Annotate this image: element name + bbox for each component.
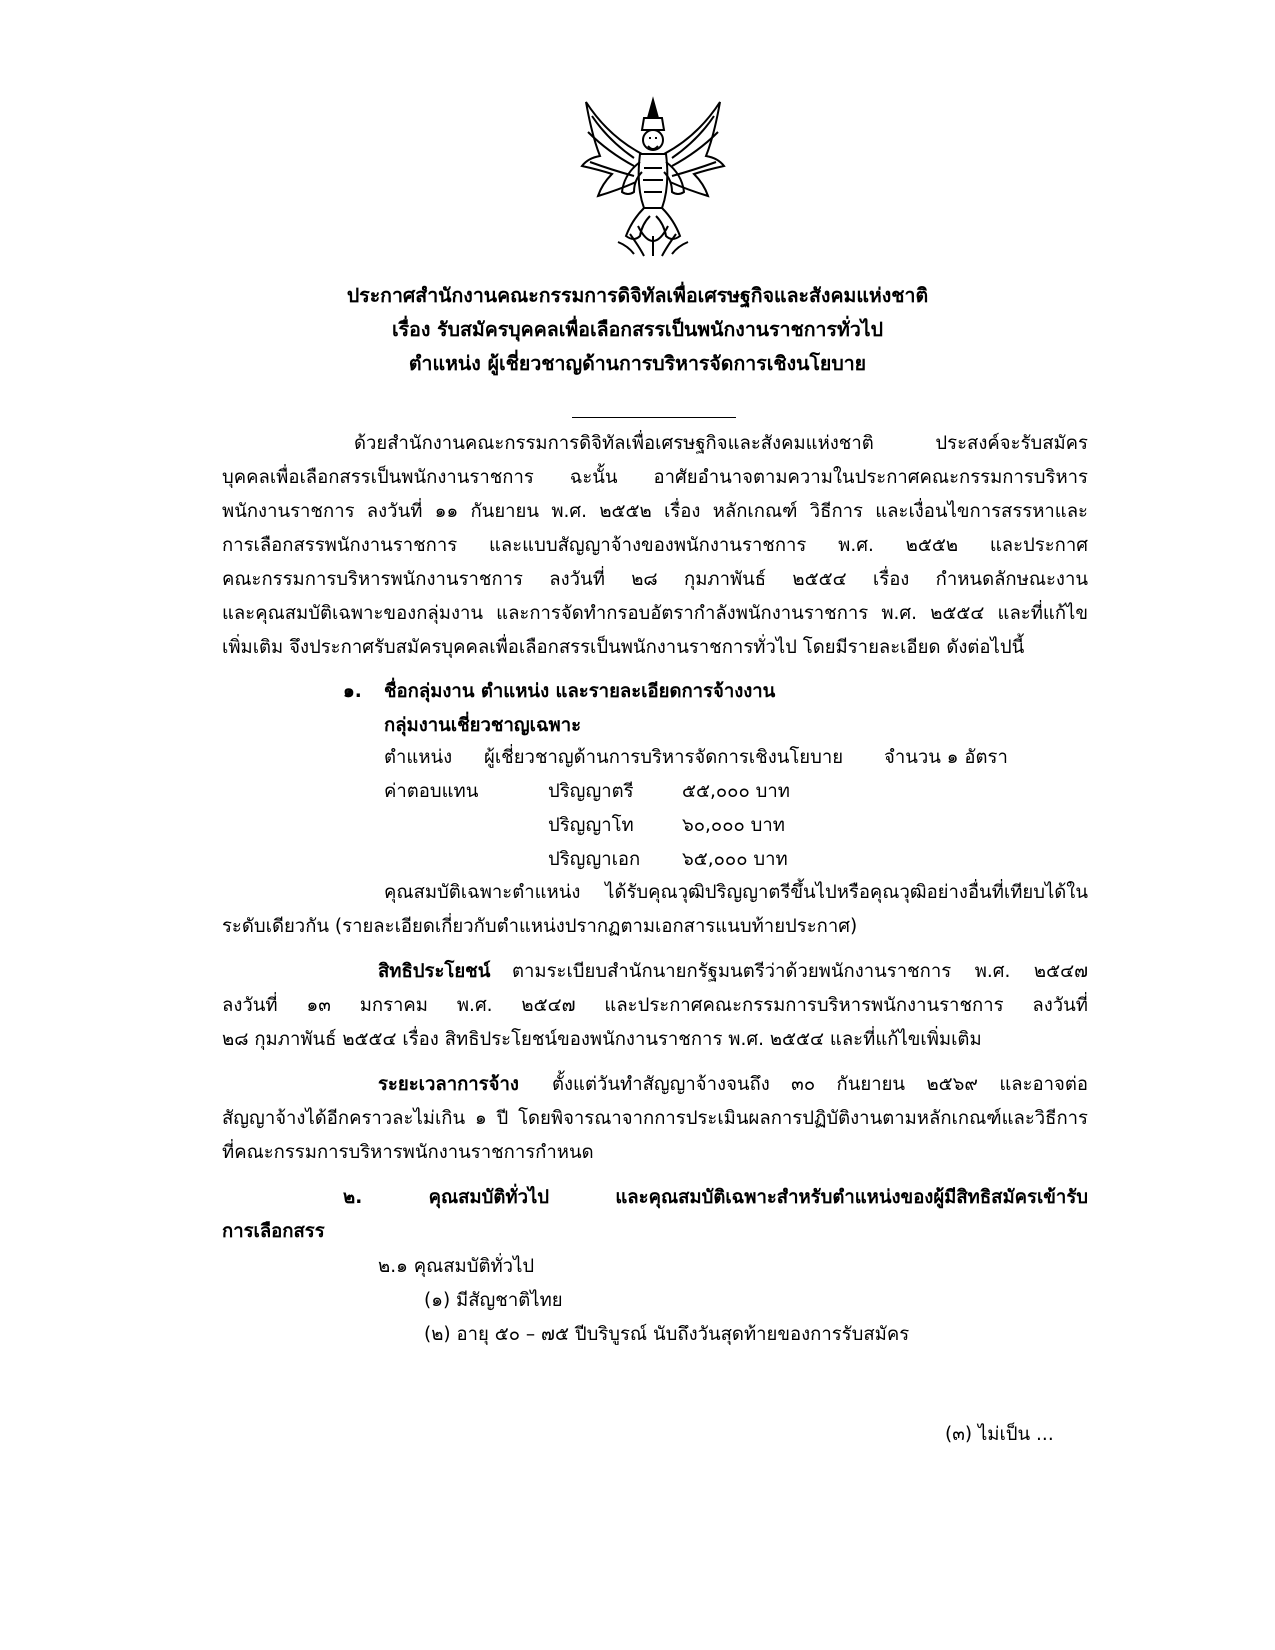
period-line: ตั้งแต่วันทำสัญญาจ้างจนถึง ๓๐ กันยายน ๒๕๖๙ และอาจต่อ	[552, 1074, 1088, 1095]
period-label: ระยะเวลาการจ้าง	[378, 1074, 519, 1095]
section2-heading-cont: การเลือกสรร	[222, 1221, 325, 1242]
intro-line: คณะกรรมการบริหารพนักงานราชการ ลงวันที่ ๒๘ กุมภาพันธ์ ๒๕๕๔ เรื่อง กำหนดลักษณะงาน	[222, 569, 1088, 590]
section1-number: ๑.	[343, 681, 362, 702]
intro-line: การเลือกสรรพนักงานราชการ และแบบสัญญาจ้างของพนักงานราชการ พ.ศ. ๒๕๕๒ และประกาศ	[222, 535, 1088, 556]
pay-degree: ปริญญาเอก	[548, 849, 641, 870]
qualification-item: (๑) มีสัญชาติไทย	[424, 1290, 563, 1311]
intro-line: เพิ่มเติม จึงประกาศรับสมัครบุคคลเพื่อเลือกสรรเป็นพนักงานราชการทั่วไป โดยมีรายละเอียด ดังต่อไปนี้	[222, 637, 1025, 658]
pay-amount: ๖๐,๐๐๐ บาท	[682, 815, 785, 836]
announcement-position: ตำแหน่ง ผู้เชี่ยวชาญด้านการบริหารจัดการเชิงนโยบาย	[408, 352, 867, 375]
title-divider	[572, 417, 736, 418]
qualification-item: (๒) อายุ ๕๐ – ๗๕ ปีบริบูรณ์ นับถึงวันสุดท้ายของการรับสมัคร	[424, 1324, 910, 1345]
benefit-line: ๒๘ กุมภาพันธ์ ๒๕๕๔ เรื่อง สิทธิประโยชน์ของพนักงานราชการ พ.ศ. ๒๕๕๔ และที่แก้ไขเพิ่มเติม	[222, 1029, 982, 1050]
benefit-line: ตามระเบียบสำนักนายกรัฐมนตรีว่าด้วยพนักงานราชการ พ.ศ. ๒๕๔๗	[512, 961, 1088, 982]
pay-amount: ๕๕,๐๐๐ บาท	[682, 781, 790, 802]
subsection-2-1: ๒.๑ คุณสมบัติทั่วไป	[378, 1256, 535, 1277]
pay-degree: ปริญญาตรี	[548, 781, 634, 802]
intro-line: และคุณสมบัติเฉพาะของกลุ่มงาน และการจัดทำกรอบอัตรากำลังพนักงานราชการ พ.ศ. ๒๕๕๔ และที่แก้ไข	[222, 603, 1088, 624]
intro-line: ด้วยสำนักงานคณะกรรมการดิจิทัลเพื่อเศรษฐกิจและสังคมแห่งชาติ ประสงค์จะรับสมัคร	[354, 433, 1088, 454]
pay-amount: ๖๕,๐๐๐ บาท	[682, 849, 788, 870]
section1-heading: ชื่อกลุ่มงาน ตำแหน่ง และรายละเอียดการจ้างงาน	[384, 681, 776, 702]
page-continuation: (๓) ไม่เป็น ...	[945, 1424, 1054, 1445]
pay-degree: ปริญญาโท	[548, 815, 634, 836]
period-line: สัญญาจ้างได้อีกคราวละไม่เกิน ๑ ปี โดยพิจารณาจากการประเมินผลการปฏิบัติงานตามหลักเกณฑ์และวิธีการ	[222, 1108, 1088, 1129]
intro-line: บุคคลเพื่อเลือกสรรเป็นพนักงานราชการ ฉะนั้น อาศัยอำนาจตามความในประกาศคณะกรรมการบริหาร	[222, 467, 1088, 488]
position-label: ตำแหน่ง	[384, 747, 453, 768]
announcement-subject: เรื่อง รับสมัครบุคคลเพื่อเลือกสรรเป็นพนักงานราชการทั่วไป	[392, 318, 883, 341]
job-group: กลุ่มงานเชี่ยวชาญเฉพาะ	[384, 715, 582, 736]
benefit-label: สิทธิประโยชน์	[378, 961, 491, 982]
announcement-title: ประกาศสำนักงานคณะกรรมการดิจิทัลเพื่อเศรษฐกิจและสังคมแห่งชาติ	[346, 284, 929, 307]
intro-line: พนักงานราชการ ลงวันที่ ๑๑ กันยายน พ.ศ. ๒๕๕๒ เรื่อง หลักเกณฑ์ วิธีการ และเงื่อนไขการสรรหาและ	[222, 501, 1088, 522]
section2-heading: ๒. คุณสมบัติทั่วไป และคุณสมบัติเฉพาะสำหรับตำแหน่งของผู้มีสิทธิสมัครเข้ารับ	[343, 1187, 1088, 1208]
position-quota: จำนวน ๑ อัตรา	[884, 747, 1008, 768]
qualification-line: คุณสมบัติเฉพาะตำแหน่ง ได้รับคุณวุฒิปริญญาตรีขึ้นไปหรือคุณวุฒิอย่างอื่นที่เทียบได้ใน	[384, 882, 1088, 903]
period-line: ที่คณะกรรมการบริหารพนักงานราชการกำหนด	[222, 1142, 594, 1163]
pay-label: ค่าตอบแทน	[384, 781, 479, 802]
benefit-line: ลงวันที่ ๑๓ มกราคม พ.ศ. ๒๕๔๗ และประกาศคณะกรรมการบริหารพนักงานราชการ ลงวันที่	[222, 995, 1088, 1016]
position-value: ผู้เชี่ยวชาญด้านการบริหารจัดการเชิงนโยบาย	[484, 747, 844, 768]
qualification-line: ระดับเดียวกัน (รายละเอียดเกี่ยวกับตำแหน่งปรากฏตามเอกสารแนบท้ายประกาศ)	[222, 916, 858, 937]
garuda-emblem-icon	[578, 96, 728, 258]
